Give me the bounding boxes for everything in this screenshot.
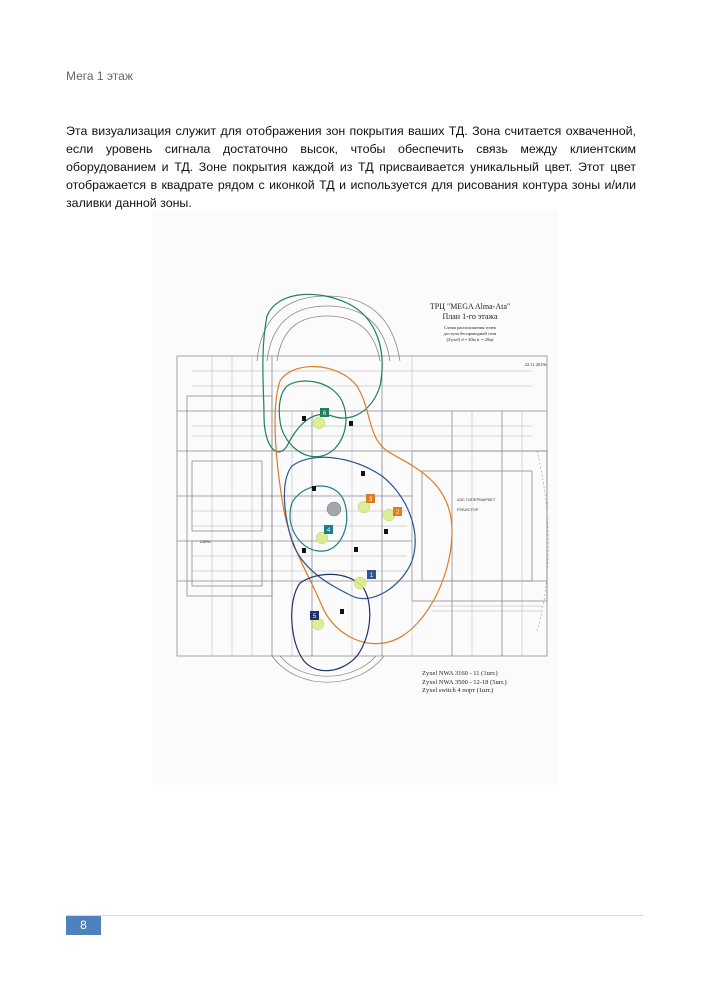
ap-badge-4 bbox=[324, 525, 333, 534]
legend-line-2: Zyxel NWA 3500 - 12-18 (5шт.) bbox=[422, 678, 507, 686]
legend-line-3: Zyxel switch 4 порт (1шт.) bbox=[422, 687, 494, 694]
room-label-zara: ZARA bbox=[200, 539, 211, 544]
ap-label-2: 2 bbox=[395, 510, 400, 516]
ap-label-3: 3 bbox=[368, 497, 373, 503]
ap-label-6: 6 bbox=[322, 411, 327, 417]
floor-plan-image bbox=[152, 211, 558, 785]
ap-badge-2 bbox=[393, 507, 402, 516]
zone-6 bbox=[263, 294, 382, 452]
plan-subtitle-3: (Zyxel) d = 40м (r = 20м) bbox=[446, 337, 494, 342]
coverage-zones bbox=[263, 294, 452, 670]
plan-title-block bbox=[430, 302, 547, 367]
floor-plan-drawing bbox=[152, 211, 558, 785]
page-number: 8 bbox=[66, 916, 101, 935]
ap-badge-6 bbox=[320, 408, 329, 417]
footer-divider bbox=[66, 915, 643, 916]
plan-subtitle-2: доступа беспроводной сети bbox=[443, 331, 497, 336]
building-arc bbox=[537, 451, 548, 631]
plan-subtitle-1: Схема расположения точек bbox=[444, 325, 496, 330]
room-label-hypermarket: АЗС ГИПЕРМАРКЕТ bbox=[457, 497, 496, 502]
ap-badge-1 bbox=[367, 570, 376, 579]
ap-markers bbox=[302, 416, 388, 614]
ap-label-4: 4 bbox=[326, 528, 331, 534]
ap-badge-5 bbox=[310, 611, 319, 620]
equipment-legend bbox=[422, 670, 507, 696]
zone-6-inner bbox=[279, 381, 346, 457]
ap-label-1: 1 bbox=[369, 573, 374, 579]
page-header-title: Мега 1 этаж bbox=[66, 69, 133, 83]
description-paragraph: Эта визуализация служит для отображения зон покрытия ваших ТД. Зона считается охваченной, если уровень сигнала достаточно высок, чтобы обеспечить связь между клиентским оборудованием и ТД. Зоне покрытия каждой из ТД присваивается уникальный цвет. Этот цвет отображается в квадрате рядом с иконкой ТД и используется для рисования контура зоны и/или заливки данной зоны. bbox=[66, 124, 636, 210]
building-structure bbox=[177, 296, 547, 682]
ap-signal-dots bbox=[312, 417, 395, 630]
ap-badge-3 bbox=[366, 494, 375, 503]
plan-title-2: План 1-го этажа bbox=[442, 312, 498, 321]
plan-title-1: ТРЦ "MEGA Alma-Ata" bbox=[429, 302, 511, 311]
ap-label-5: 5 bbox=[312, 614, 317, 620]
legend-line-1: Zyxel NWA 3160 - 11 (1шт.) bbox=[422, 670, 498, 677]
room-label-rubistor: РУБИСТОР bbox=[457, 507, 479, 512]
plan-date: 22.11.2019г. bbox=[524, 362, 548, 367]
